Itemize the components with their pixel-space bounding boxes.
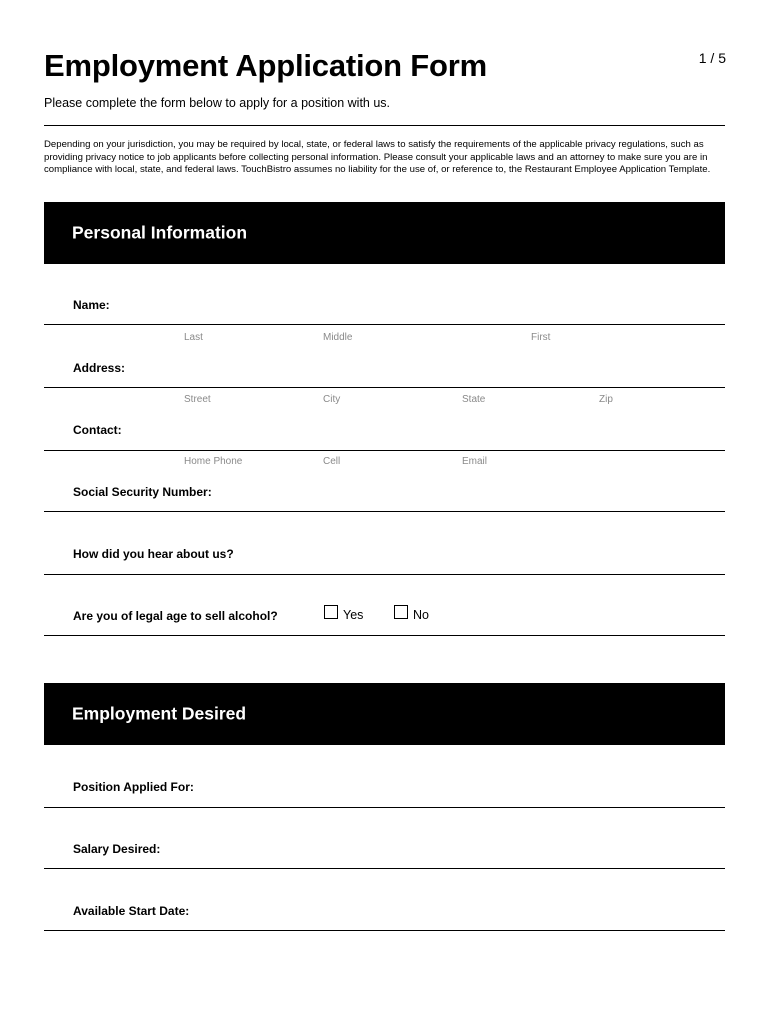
name-hint-middle: Middle [323, 332, 353, 343]
position-field[interactable] [44, 807, 725, 808]
position-label: Position Applied For: [73, 780, 194, 794]
no-label: No [413, 608, 429, 622]
yes-checkbox[interactable] [324, 605, 338, 619]
address-hint-state: State [462, 394, 486, 405]
contact-hint-email: Email [462, 456, 488, 467]
address-field[interactable] [44, 387, 725, 388]
no-checkbox[interactable] [394, 605, 408, 619]
section-title: Personal Information [72, 222, 248, 243]
contact-label: Contact: [73, 423, 122, 437]
form-subtitle: Please complete the form below to apply for a position with us. [44, 96, 391, 110]
address-hint-street: Street [184, 394, 211, 405]
personal-information-header [44, 202, 725, 264]
name-field[interactable] [44, 324, 725, 325]
start-date-field[interactable] [44, 930, 725, 931]
salary-label: Salary Desired: [73, 842, 161, 856]
section-title: Employment Desired [72, 703, 247, 724]
ssn-label: Social Security Number: [73, 485, 212, 499]
start-date-label: Available Start Date: [73, 904, 190, 918]
ssn-field[interactable] [44, 511, 725, 512]
salary-field[interactable] [44, 868, 725, 869]
contact-field[interactable] [44, 450, 725, 451]
yes-label: Yes [343, 608, 364, 622]
name-hint-first: First [531, 332, 551, 343]
legal-age-divider [44, 635, 725, 636]
header-divider [44, 125, 725, 126]
address-hint-zip: Zip [599, 394, 613, 405]
legal-age-label: Are you of legal age to sell alcohol? [73, 609, 278, 623]
hear-about-label: How did you hear about us? [73, 547, 234, 561]
page-number: 1 / 5 [698, 50, 726, 66]
name-label: Name: [73, 298, 110, 312]
address-label: Address: [73, 361, 126, 375]
hear-about-field[interactable] [44, 574, 725, 575]
employment-desired-header [44, 683, 725, 745]
contact-hint-home-phone: Home Phone [184, 456, 243, 467]
name-hint-last: Last [184, 332, 203, 343]
address-hint-city: City [323, 394, 341, 405]
privacy-disclaimer: Depending on your jurisdiction, you may be required by local, state, or federal laws to satisfy the requirements of the applicable privacy regulations, such as providing privacy notice to job applicants before collecting personal information. Please consult your applicable laws and an attorney to make sure you are in compliance with local, state, and federal laws. TouchBistro assumes no liability for the use of, or reference to, the Restaurant Employee Application Template. [44, 139, 711, 175]
contact-hint-cell: Cell [323, 456, 341, 467]
form-title: Employment Application Form [44, 48, 487, 83]
